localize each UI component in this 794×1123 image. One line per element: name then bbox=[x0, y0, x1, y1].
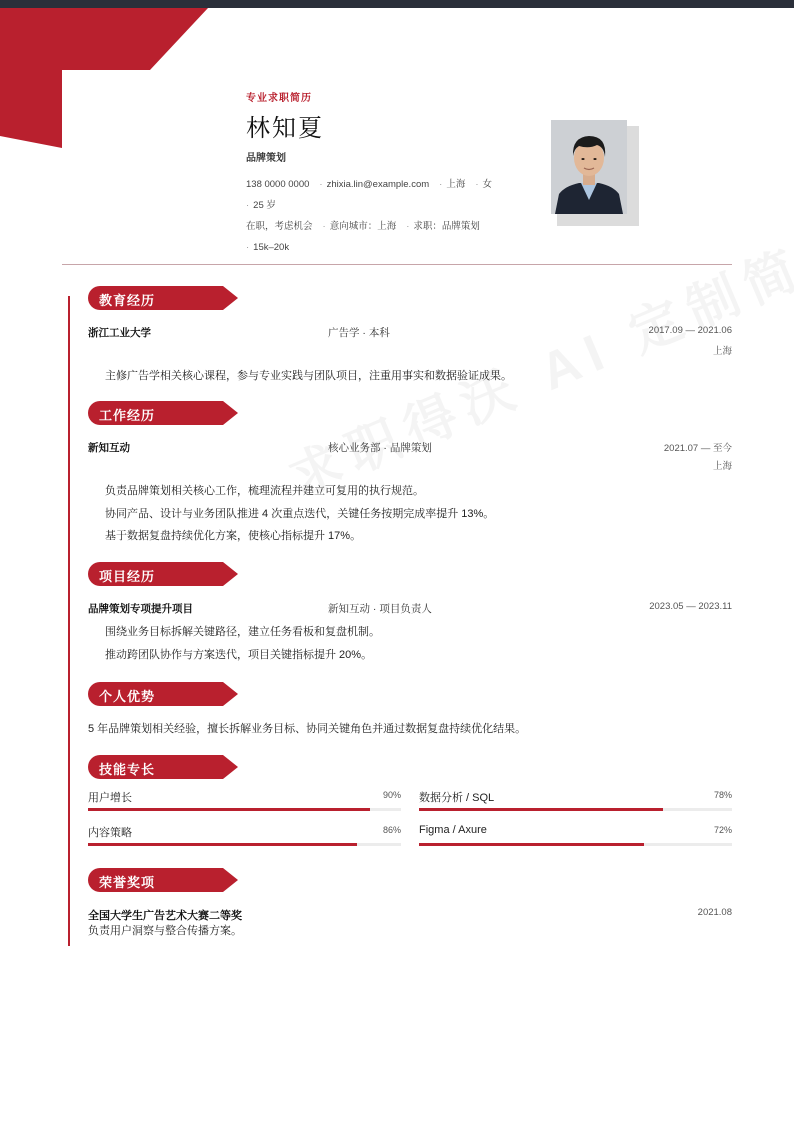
education-desc bbox=[88, 365, 732, 388]
company-name: 新知互动 bbox=[88, 442, 130, 454]
list-item: 主修广告学相关核心课程，参与专业实践与团队项目，注重用事实和数据验证成果。 bbox=[105, 370, 512, 382]
contact-info: 138 0000 0000 · zhixia.lin@example.com · 上海 · 女 · 25 岁 bbox=[246, 179, 493, 211]
candidate-name: 林知夏 bbox=[246, 115, 324, 142]
city: 上海 bbox=[446, 179, 466, 190]
advantage-text: 5 年品牌策划相关经验，擅长拆解业务目标、协同关键角色并通过数据复盘持续优化结果。 bbox=[88, 723, 527, 735]
department: 核心业务部 · 品牌策划 bbox=[328, 442, 432, 454]
work-row bbox=[88, 438, 732, 458]
job-status: 在职，考虑机会 bbox=[246, 221, 313, 232]
work-dates: 2021.07 — 至今 bbox=[663, 443, 732, 454]
section-tag-advantage bbox=[88, 682, 238, 706]
section-education bbox=[88, 286, 732, 388]
skill-bar-fill bbox=[88, 808, 370, 811]
phone: 138 0000 0000 bbox=[246, 179, 310, 190]
target-job: 求职：品牌策划 bbox=[413, 221, 480, 232]
section-work bbox=[88, 401, 732, 548]
header-kicker: 专业求职简历 bbox=[246, 93, 312, 104]
job-intent: 在职，考虑机会 · 意向城市：上海 · 求职：品牌策划 · 15k–20k bbox=[246, 221, 480, 253]
project-row bbox=[88, 599, 732, 619]
target-city: 意向城市：上海 bbox=[329, 221, 397, 232]
section-tag-project bbox=[88, 562, 238, 586]
project-bullets bbox=[88, 621, 732, 666]
skill-bar-track bbox=[419, 808, 732, 811]
skill-percent: 86% bbox=[382, 825, 401, 835]
top-bar bbox=[0, 0, 794, 8]
honor-date: 2021.08 bbox=[697, 907, 732, 918]
section-title: 项目经历 bbox=[99, 569, 156, 584]
skill-bar-track bbox=[419, 843, 732, 846]
project-name: 品牌策划专项提升项目 bbox=[88, 603, 193, 615]
section-project bbox=[88, 562, 732, 666]
section-title: 个人优势 bbox=[99, 689, 156, 704]
honor-desc: 负责用户洞察与整合传播方案。 bbox=[88, 925, 242, 937]
education-dates: 2017.09 — 2021.06 bbox=[648, 325, 732, 336]
salary: 15k–20k bbox=[253, 242, 290, 253]
skill-name: Figma / Axure bbox=[419, 824, 487, 836]
list-item: 推动跨团队协作与方案迭代，项目关键指标提升 20%。 bbox=[105, 648, 373, 661]
skill-percent: 90% bbox=[382, 790, 401, 800]
email: zhixia.lin@example.com bbox=[326, 179, 430, 190]
honor-name: 全国大学生广告艺术大赛二等奖 bbox=[88, 910, 242, 922]
skill-bar-fill bbox=[419, 808, 663, 811]
list-item: 围绕业务目标拆解关键路径，建立任务看板和复盘机制。 bbox=[105, 626, 380, 638]
work-location: 上海 bbox=[712, 461, 732, 472]
section-tag-work bbox=[88, 401, 238, 425]
skill-name: 数据分析 / SQL bbox=[419, 792, 495, 804]
honor-row bbox=[88, 905, 732, 923]
skill-name: 用户增长 bbox=[88, 792, 132, 804]
skill-percent: 78% bbox=[713, 790, 732, 800]
section-tag-skills bbox=[88, 755, 238, 779]
skill-bar-track bbox=[88, 843, 401, 846]
section-title: 工作经历 bbox=[99, 408, 156, 423]
section-tag-honors bbox=[88, 868, 238, 892]
timeline-line bbox=[68, 296, 70, 946]
skill-name: 内容策略 bbox=[88, 827, 132, 839]
list-item: 协同产品、设计与业务团队推进 4 次重点迭代，关键任务按期完成率提升 13%。 bbox=[105, 507, 495, 520]
project-role: 新知互动 · 项目负责人 bbox=[328, 603, 432, 615]
section-advantage bbox=[88, 682, 732, 739]
header-divider bbox=[62, 264, 732, 265]
skill-bar-track bbox=[88, 808, 401, 811]
section-skills bbox=[88, 755, 732, 855]
skill-bar-fill bbox=[88, 843, 357, 846]
section-title: 教育经历 bbox=[99, 293, 156, 308]
section-title: 技能专长 bbox=[99, 762, 156, 777]
project-dates: 2023.05 — 2023.11 bbox=[649, 601, 732, 612]
education-location: 上海 bbox=[712, 346, 732, 357]
school-name: 浙江工业大学 bbox=[88, 327, 151, 339]
age: 25 岁 bbox=[253, 200, 276, 211]
resume-header bbox=[246, 89, 546, 258]
profile-photo bbox=[551, 120, 627, 214]
section-honors bbox=[88, 868, 732, 939]
section-title: 荣誉奖项 bbox=[99, 875, 156, 890]
major: 广告学 · 本科 bbox=[328, 327, 390, 339]
skill-bar-fill bbox=[419, 843, 644, 846]
list-item: 基于数据复盘持续优化方案，使核心指标提升 17%。 bbox=[105, 530, 362, 542]
gender: 女 bbox=[482, 179, 493, 190]
work-bullets bbox=[88, 480, 732, 548]
education-row bbox=[88, 323, 732, 343]
list-item: 负责品牌策划相关核心工作，梳理流程并建立可复用的执行规范。 bbox=[105, 485, 424, 497]
skill-percent: 72% bbox=[713, 825, 732, 835]
candidate-role: 品牌策划 bbox=[246, 153, 286, 164]
corner-decoration bbox=[0, 8, 260, 158]
section-tag-education bbox=[88, 286, 238, 310]
